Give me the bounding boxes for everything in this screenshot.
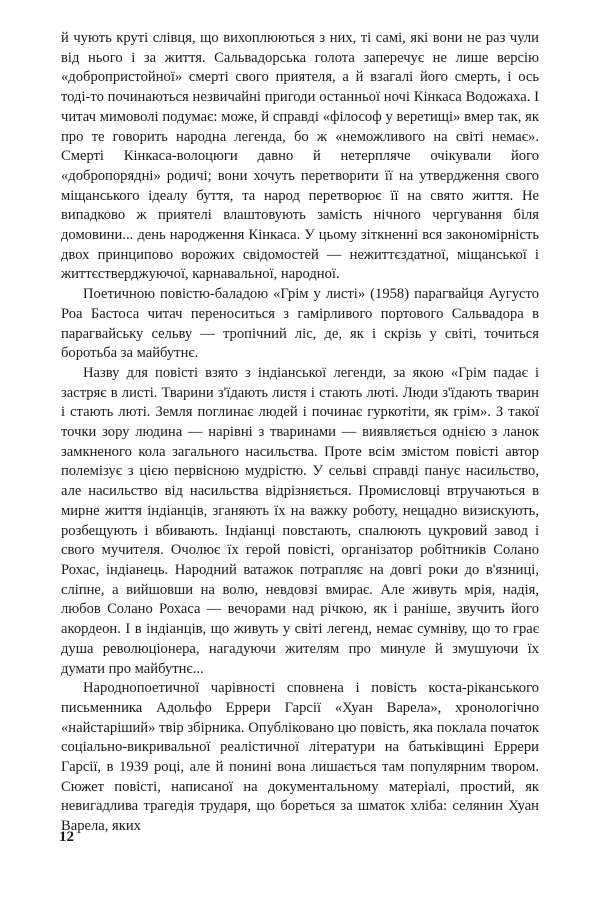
paragraph-continued: й чують круті слівця, що вихоплюються з них, ті самі, які вони не раз чули від нього і за життя. Сальвадорська голота заперечує не лише версію «добропристойної» смерті свого приятеля, а й взагалі його смерть, і ось тоді-то починаються незвичайні пригоди останньої ночі Кінкаса Водожаха. І читач мимоволі подумає: може, й справді «філософ у веретищі» вмер так, як про те говорить народна легенда, бо ж «неможливого на світі немає». Смерті Кінкаса-волоцюги давно й нетерпляче очікували його «добропорядні» родичі; вони хочуть перетворити її на утвердження свого міщанського ідеалу буття, та народ перетворює її на свято життя. Не випадково ж приятелі влаштовують замість нічного чергування біля домовини... день народження Кінкаса. У цьому зіткненні вся закономірність двох принципово ворожих свідомостей — нежиттєздатної, міщанської і життєстверджуючої, карнавальної, народної. <box>61 30 539 283</box>
page-number: 12 <box>59 829 74 845</box>
paragraph-legend: Назву для повісті взято з індіанської легенди, за якою «Грім падає і застряє в листі. Тварини з'їдають листя і стають люті. Люди з'їдають тварин і стають люті. Земля поглинає людей і починає гуркотіти, як грім». З такої точки зору людина — нарівні з тваринами — виявляється однією з ланок замкненого кола загального насильства. Проте всім змістом повісті автор полемізує з цією первісною мудрістю. У сельві справді панує насильство, але насильство від насильства відрізняється. Промисловці втручаються в мирне життя індіанців, зганяють їх на важку роботу, нещадно визискують, розбещують і вбивають. Індіанці повстають, спалюють цукровий завод і свого мучителя. Очолює їх герой повісті, організатор робітників Солано Рохас, індіанець. Народний ватажок потрапляє на довгі роки до в'язниці, сліпне, а вийшовши на волю, невдовзі вмирає. Але живуть мрія, надія, любов Солано Рохаса — вечорами над річкою, як і раніше, звучить його акордеон. І в індіанців, що живуть у світі легенд, немає сумніву, що то грає душа революціонера, нагадуючи жителям про минуле й змушуючи їх думати про майбутнє... <box>61 364 539 677</box>
page-body <box>61 29 539 837</box>
paragraph-juan-varela: Народнопоетичної чарівності сповнена і повість коста-ріканського письменника Адольфо Еррери Гарсії «Хуан Варела», хронологічно «найстаріший» твір збірника. Опубліковано цю повість, яка поклала початок соціально-викривальної реалістичної літератури на батьківщині Еррери Гарсії, в 1939 році, але й понині вона лишається там популярним твором. Сюжет повісті, написаної на документальному матеріалі, простий, як невигадлива трагедія трударя, що бореться за шматок хліба: селянин Хуан Варела, яких <box>61 680 539 835</box>
paragraph-grim-intro: Поетичною повістю-баладою «Грім у листі» (1958) парагвайця Аугусто Роа Бастоса читач переноситься з гамірливого портового Сальвадора в парагвайську сельву — тропічний ліс, де, як і скрізь у світі, точиться боротьба за майбутнє. <box>61 286 539 362</box>
